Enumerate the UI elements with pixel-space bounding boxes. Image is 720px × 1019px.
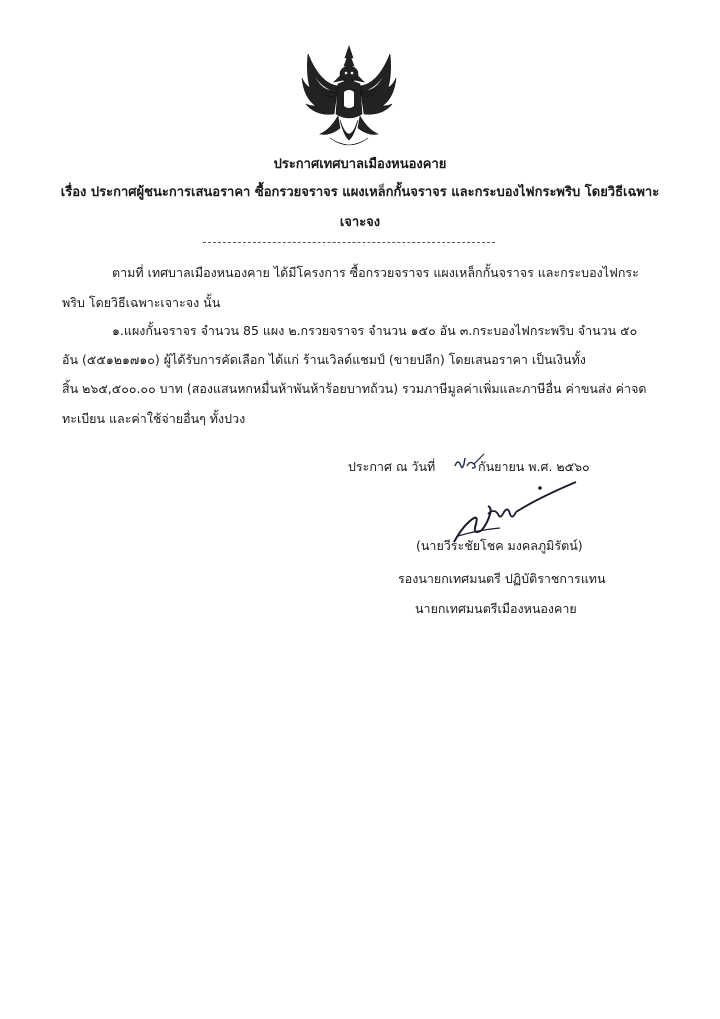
garuda-emblem-icon: [300, 44, 398, 152]
body-line: ทะเบียน และค่าใช้จ่ายอื่นๆ ทั้งปวง: [62, 411, 246, 426]
body-line: พริบ โดยวิธีเฉพาะเจาะจง นั้น: [62, 295, 221, 310]
signatory-position-1: รองนายกเทศมนตรี ปฏิบัติราชการแทน: [398, 571, 606, 586]
body-line: สิ้น ๒๖๕,๕๐๐.๐๐ บาท (สองแสนหกหมื่นห้าพันห้าร้อยบาทถ้วน) รวมภาษีมูลค่าเพิ่มและภาษีอื่น ค่าขนส่ง ค่าจด: [62, 381, 647, 396]
date-prefix: ประกาศ ณ วันที่: [348, 459, 436, 474]
document-subject-line-1: เรื่อง ประกาศผู้ชนะการเสนอราคา ซื้อกรวยจราจร แผงเหล็กกั้นจราจร และกระบองไฟกระพริบ โดยวิธีเฉพาะ: [60, 185, 660, 200]
body-line: อัน (๕๕๑๒๑๗๑๐) ผู้ได้รับการคัดเลือก ได้แก่ ร้านเวิลด์แชมป์ (ขายปลีก) โดยเสนอราคา เป็นเงินทั้ง: [62, 352, 586, 367]
divider: [203, 242, 495, 243]
document-title: ประกาศเทศบาลเมืองหนองคาย: [273, 157, 447, 172]
signatory-name: (นายวีระชัยโชค มงคลภูมิรัตน์): [416, 538, 583, 553]
date-suffix: กันยายน พ.ศ. ๒๕๖๐: [478, 459, 590, 474]
body-line: ๑.แผงกั้นจราจร จำนวน 85 แผง ๒.กรวยจราจร จำนวน ๑๕๐ อัน ๓.กระบองไฟกระพริบ จำนวน ๕๐: [112, 323, 638, 338]
document-subject-line-2: เจาะจง: [339, 215, 381, 230]
signatory-position-2: นายกเทศมนตรีเมืองหนองคาย: [415, 601, 577, 616]
body-line: ตามที่ เทศบาลเมืองหนองคาย ได้มีโครงการ ซื้อกรวยจราจร แผงเหล็กกั้นจราจร และกระบองไฟกระ: [112, 265, 639, 280]
